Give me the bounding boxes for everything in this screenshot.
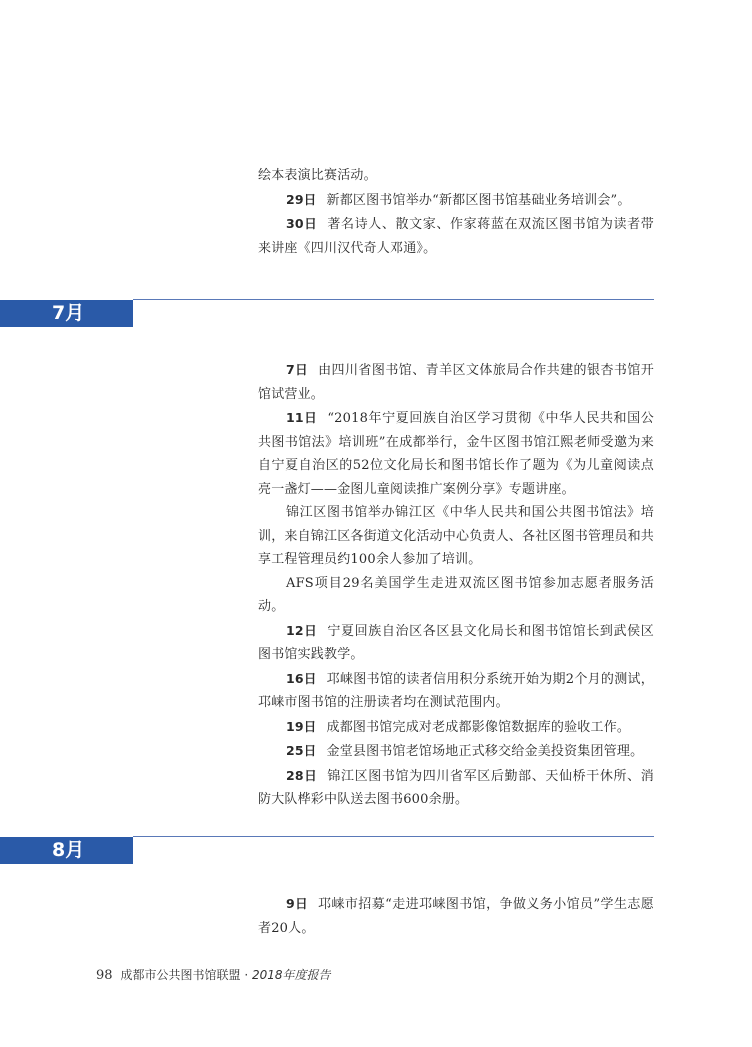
month-band-august xyxy=(0,837,133,864)
entry-text: 邛崃图书馆的读者信用积分系统开始为期2个月的测试，邛崃市图书馆的注册读者均在测试范围内。 xyxy=(258,671,654,710)
entry-text: AFS项目29名美国学生走进双流区图书馆参加志愿者服务活动。 xyxy=(258,575,654,614)
entry-date: 12日 xyxy=(286,622,318,638)
entry-date: 28日 xyxy=(286,767,318,783)
entry-text: 邛崃市招募“走进邛崃图书馆，争做义务小馆员”学生志愿者20人。 xyxy=(258,897,654,936)
section-rule-july xyxy=(133,299,654,300)
entry-date: 19日 xyxy=(286,718,317,734)
top-paragraphs xyxy=(258,164,654,260)
entry-paragraph xyxy=(258,619,654,667)
entry-text: 锦江区图书馆为四川省军区后勤部、天仙桥干休所、消防大队桦彩中队送去图书600余册。 xyxy=(258,768,654,807)
entry-paragraph xyxy=(258,892,654,940)
entry-paragraph xyxy=(258,739,654,764)
footer-report: 2018年度报告 xyxy=(252,968,331,982)
entry-text: 绘本表演比赛活动。 xyxy=(258,168,377,183)
entry-paragraph xyxy=(258,164,654,188)
page-number: 98 xyxy=(96,968,113,983)
entry-text: “2018年宁夏回族自治区学习贯彻《中华人民共和国公共图书馆法》培训班”在成都举行，金牛区图书馆江熙老师受邀为来自宁夏自治区的52位文化局长和图书馆长作了题为《为儿童阅读点亮一盏灯——金图儿童阅读推广案例分享》专题讲座。 xyxy=(258,411,654,497)
entry-text: 著名诗人、散文家、作家蒋蓝在双流区图书馆为读者带来讲座《四川汉代奇人邓通》。 xyxy=(258,217,654,256)
entry-paragraph xyxy=(258,764,654,812)
month-label-august: 8月 xyxy=(52,839,85,861)
entry-date: 30日 xyxy=(286,216,318,231)
entry-paragraph xyxy=(258,188,654,213)
entry-text: 锦江区图书馆举办锦江区《中华人民共和国公共图书馆法》培训，来自锦江区各街道文化活动中心负责人、各社区图书管理员和共享工程管理员约100余人参加了培训。 xyxy=(258,505,655,567)
section-rule-august xyxy=(133,836,654,837)
entry-date: 11日 xyxy=(286,410,318,425)
entry-paragraph xyxy=(258,212,654,260)
entry-paragraph xyxy=(258,501,654,572)
entry-paragraph xyxy=(258,715,654,740)
entry-date: 16日 xyxy=(286,670,317,686)
entry-paragraph xyxy=(258,406,654,501)
entry-paragraph xyxy=(258,667,654,715)
entry-paragraph xyxy=(258,358,654,406)
footer-separator: · xyxy=(240,968,253,982)
entry-date: 29日 xyxy=(286,191,317,207)
entry-paragraph xyxy=(258,572,654,619)
july-paragraphs xyxy=(258,358,654,812)
month-band-july xyxy=(0,300,133,327)
entry-date: 25日 xyxy=(286,743,317,758)
entry-text: 由四川省图书馆、青羊区文体旅局合作共建的银杏书馆开馆试营业。 xyxy=(258,363,654,402)
entry-date: 9日 xyxy=(286,896,309,911)
entry-text: 宁夏回族自治区各区县文化局长和图书馆馆长到武侯区图书馆实践教学。 xyxy=(258,623,654,662)
entry-date: 7日 xyxy=(286,362,309,377)
entry-text: 成都图书馆完成对老成都影像馆数据库的验收工作。 xyxy=(326,719,631,735)
page-footer xyxy=(96,966,331,983)
month-label-july: 7月 xyxy=(52,302,85,324)
august-paragraphs xyxy=(258,892,654,940)
entry-text: 金堂县图书馆老馆场地正式移交给金美投资集团管理。 xyxy=(326,744,644,759)
footer-org: 成都市公共图书馆联盟 xyxy=(120,968,241,982)
entry-text: 新都区图书馆举办“新都区图书馆基础业务培训会”。 xyxy=(326,192,631,208)
